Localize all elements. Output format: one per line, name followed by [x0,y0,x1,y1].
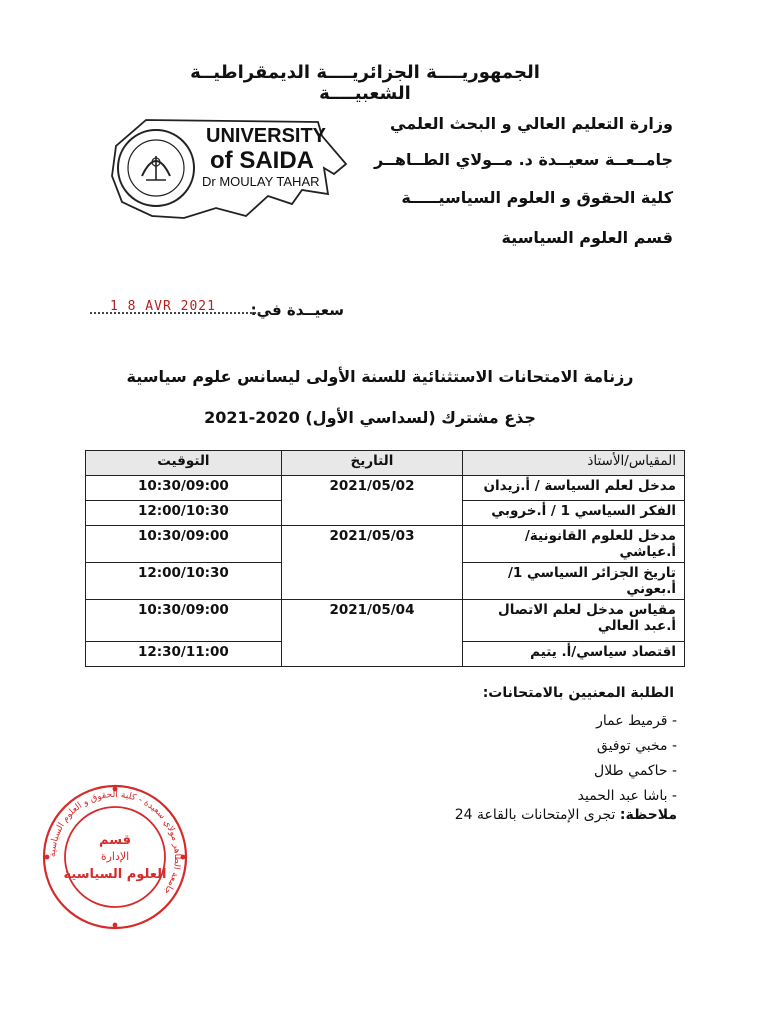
note-text: تجرى الإمتحانات بالقاعة 24 [454,807,620,823]
stamp-line3: العلوم السياسية [63,867,167,882]
date-stamp: 1 8 AVR 2021 [110,299,216,314]
table-row [86,526,685,563]
document-subtitle: جذع مشترك (لسداسي الأول) 2020-2021 [204,408,536,427]
university-seal-icon [118,130,194,206]
subject-cell: اقتصاد سياسي/أ. يتيم [463,642,685,667]
student-item: - مخبي توفيق [596,738,677,754]
student-item: - حاكمي طلال [594,763,677,779]
subject-cell: مدخل للعلوم القانونية/ أ.عياشي [463,526,685,563]
student-item: - قرميط عمار [596,713,677,729]
header-date: التاريخ [281,451,462,476]
note [455,807,677,823]
exam-schedule-table [85,450,685,667]
university-logo [106,116,354,224]
subject-cell: مدخل لعلم السياسة / أ.زيدان [463,476,685,501]
date-cell: 2021/05/04 [281,600,462,667]
subject-cell: الفكر السياسي 1 / أ.خروبي [463,501,685,526]
table-row [86,600,685,642]
note-label: ملاحظة: [619,807,677,823]
stamp-ring-text: جامعة الطاهر مولاي سعيدة - كلية الحقوق و العلوم السياسية [47,789,183,896]
table-header-row [86,451,685,476]
university-name: جامــعــة سعيــدة د. مــولاي الطــاهــر [373,150,673,169]
republic-title: الجمهوريــــة الجزائريــــة الديمقراطيــة الشعبيــــة [190,62,540,104]
time-cell: 12:30/11:00 [86,642,282,667]
department-name: قسم العلوم السياسية [501,228,673,247]
logo-line3: Dr MOULAY TAHAR [202,174,320,189]
students-heading: الطلبة المعنيين بالامتحانات: [482,685,674,701]
date-cell: 2021/05/02 [281,476,462,526]
logo-line1: UNIVERSITY [206,125,327,147]
header-subject: المقياس/الأستاذ [463,451,685,476]
date-cell: 2021/05/03 [281,526,462,600]
ministry-name: وزارة التعليم العالي و البحث العلمي [390,114,673,133]
time-cell: 10:30/09:00 [86,526,282,563]
logo-line2: of SAIDA [210,147,314,174]
time-cell: 12:00/10:30 [86,563,282,600]
time-cell: 10:30/09:00 [86,600,282,642]
subject-cell: مقياس مدخل لعلم الاتصال أ.عبد العالي [463,600,685,642]
department-stamp [40,782,190,932]
time-cell: 10:30/09:00 [86,476,282,501]
subject-cell: تاريخ الجزائر السياسي 1/أ.بعوني [463,563,685,600]
faculty-name: كلية الحقوق و العلوم السياسيـــــة [401,188,673,207]
stamp-line1: قسم [99,833,131,848]
header-time: التوقيت [86,451,282,476]
student-item: - باشا عبد الحميد [577,788,677,804]
time-cell: 12:00/10:30 [86,501,282,526]
date-label: سعيــدة في: [250,301,344,319]
document-title: رزنامة الامتحانات الاستثنائية للسنة الأولى ليسانس علوم سياسية [126,367,634,386]
table-row [86,476,685,501]
stamp-line2: الإدارة [100,850,130,863]
